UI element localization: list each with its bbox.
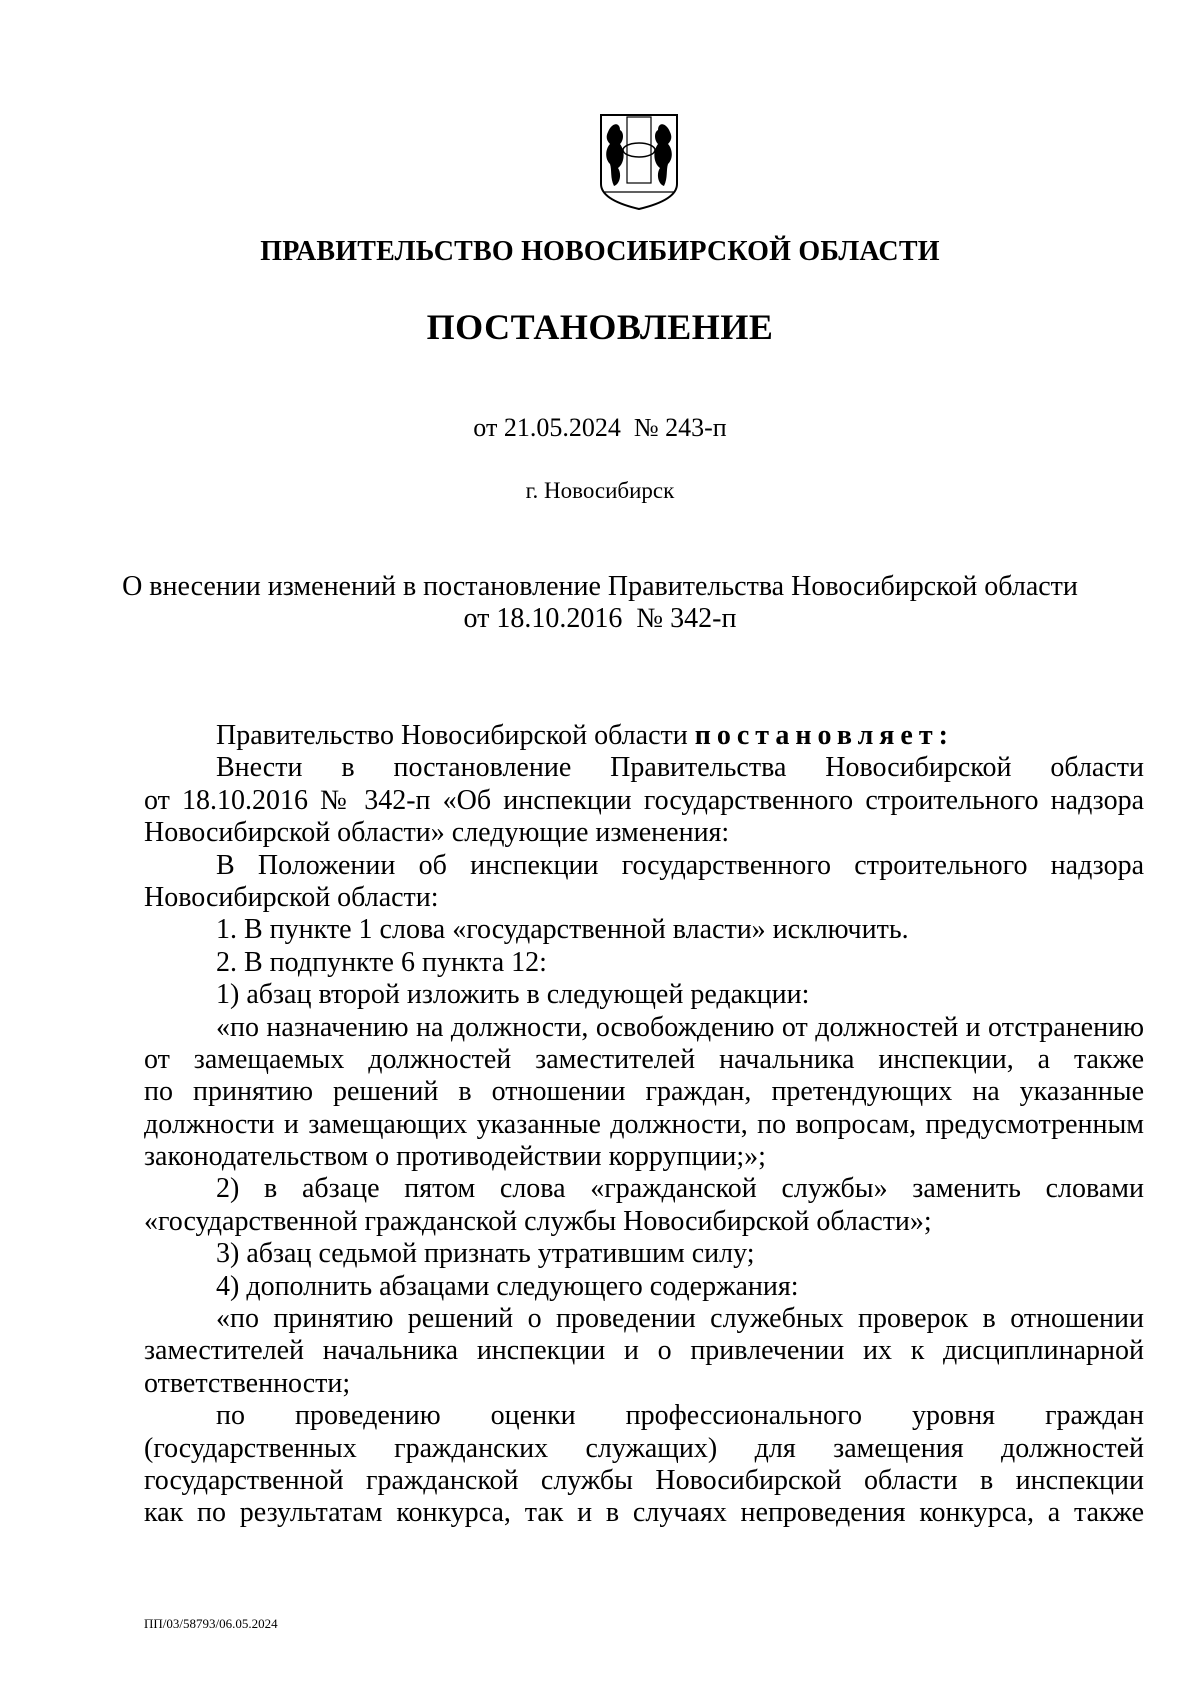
document-type: ПОСТАНОВЛЕНИЕ: [426, 307, 774, 347]
document-body: [144, 720, 1144, 1530]
title-line: О внесении изменений в постановление Правительства Новосибирской области: [122, 571, 1078, 602]
body-line: как по результатам конкурса, так и в случаях непроведения конкурса, а также: [144, 1497, 1144, 1529]
body-line: (государственных гражданских служащих) для замещения должностей: [144, 1432, 1144, 1464]
body-line: от замещаемых должностей заместителей начальника инспекции, а также: [144, 1043, 1144, 1075]
body-line: законодательством о противодействии коррупции;»;: [144, 1141, 766, 1173]
body-line: В Положении об инспекции государственного строительного надзора: [216, 849, 1144, 881]
body-line: 1. В пункте 1 слова «государственной власти» исключить.: [216, 914, 909, 946]
document-date-number: от 21.05.2024 № 243-п: [473, 413, 727, 442]
body-line: должности и замещающих указанные должности, по вопросам, предусмотренным: [144, 1108, 1144, 1140]
body-line: заместителей начальника инспекции и о привлечении их к дисциплинарной: [144, 1335, 1144, 1367]
document-code: ПП/03/58793/06.05.2024: [144, 1616, 278, 1631]
body-line: по проведению оценки профессионального уровня граждан: [216, 1400, 1144, 1432]
body-line: 2. В подпункте 6 пункта 12:: [216, 946, 547, 978]
body-line: «по назначению на должности, освобождению от должностей и отстранению: [216, 1011, 1144, 1043]
preamble-verb: постановляет: [694, 720, 939, 751]
title-line: от 18.10.2016 № 342-п: [463, 603, 737, 634]
body-line: 2) в абзаце пятом слова «гражданской службы» заменить словами: [216, 1173, 1144, 1205]
body-line: «государственной гражданской службы Новосибирской области»;: [144, 1205, 932, 1237]
body-line: 4) дополнить абзацами следующего содержания:: [216, 1270, 799, 1302]
body-line: Внести в постановление Правительства Новосибирской области: [216, 752, 1144, 784]
body-line: государственной гражданской службы Новосибирской области в инспекции: [144, 1464, 1144, 1496]
body-line: 1) абзац второй изложить в следующей редакции:: [216, 979, 810, 1011]
body-line: от 18.10.2016 № 342-п «Об инспекции государственного строительного надзора: [144, 784, 1144, 816]
body-line: Новосибирской области:: [144, 881, 439, 913]
coat-of-arms-icon: [598, 112, 680, 212]
preamble-text: Правительство Новосибирской области: [216, 720, 688, 751]
preamble: [144, 720, 1144, 752]
document-city: г. Новосибирск: [525, 478, 675, 503]
document-title: [0, 571, 1200, 635]
body-line: 3) абзац седьмой признать утратившим силу;: [216, 1238, 755, 1270]
body-line: по принятию решений в отношении граждан, претендующих на указанные: [144, 1076, 1144, 1108]
body-line: Новосибирской области» следующие изменения:: [144, 817, 730, 849]
body-line: ответственности;: [144, 1367, 351, 1399]
government-name: ПРАВИТЕЛЬСТВО НОВОСИБИРСКОЙ ОБЛАСТИ: [260, 236, 940, 267]
body-line: «по принятию решений о проведении служебных проверок в отношении: [216, 1303, 1144, 1335]
preamble-colon: :: [938, 720, 954, 751]
